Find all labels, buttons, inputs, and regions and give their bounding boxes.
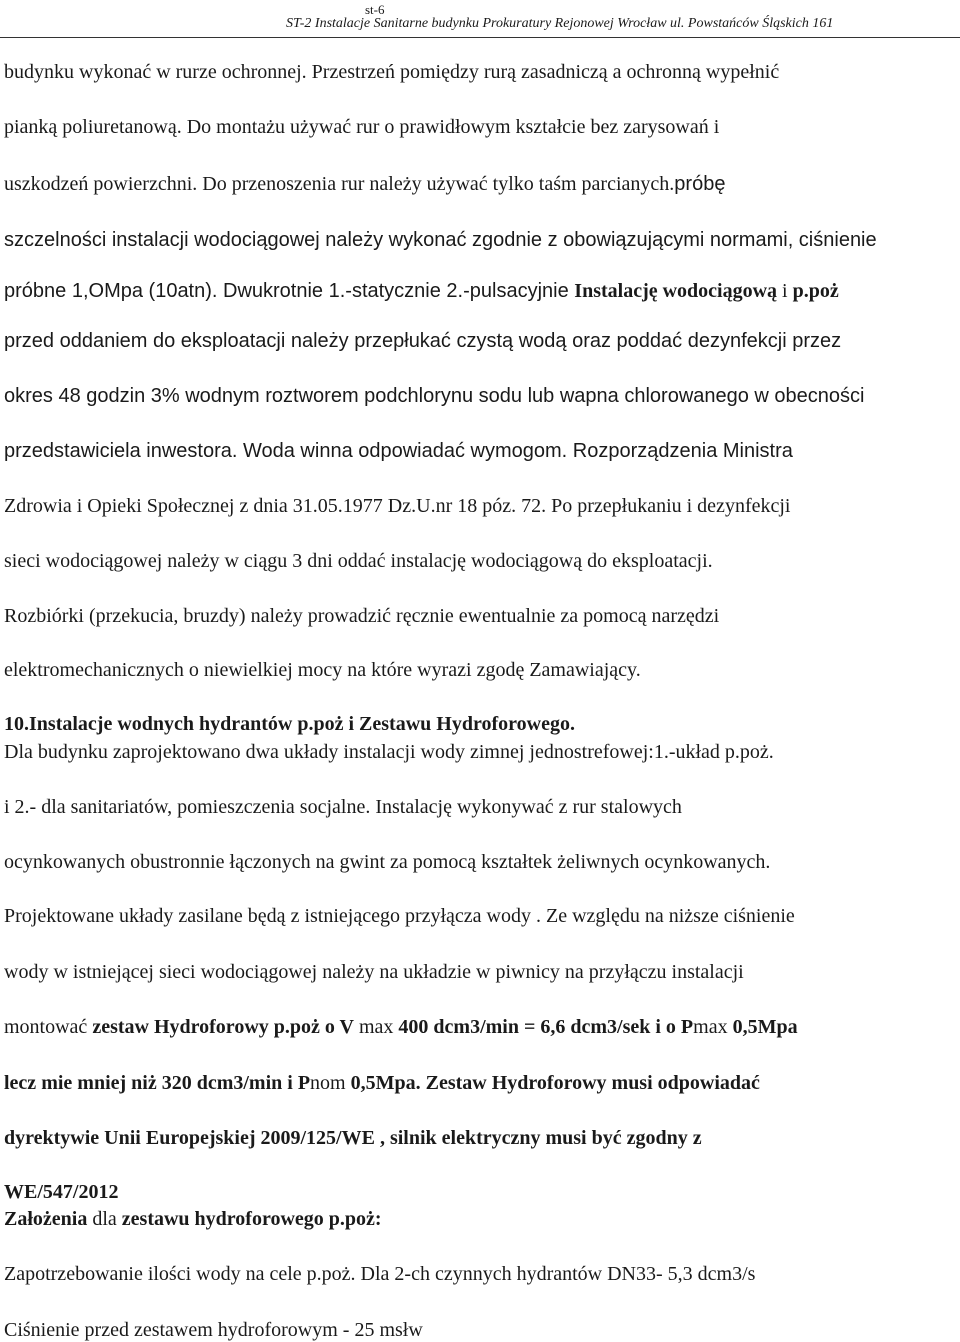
body-line [4, 1182, 118, 1202]
text-run: uszkodzeń powierzchni. Do przenoszenia rur należy używać tylko taśm parcianych. [4, 173, 675, 195]
text-run: i 2.- dla sanitariatów, pomieszczenia socjalne. Instalację wykonywać z rur stalowych [4, 796, 682, 818]
bold-text: zestaw Hydroforowy p.poż o V [92, 1016, 354, 1038]
body-line [4, 1209, 382, 1229]
body-line [4, 1073, 760, 1093]
text-run: Zdrowia i Opieki Społecznej z dnia 31.05.1977 Dz.U.nr 18 póz. 72. Po przepłukaniu i dezynfekcji [4, 495, 791, 517]
body-line [4, 852, 770, 872]
text-run: sieci wodociągowej należy w ciągu 3 dni oddać instalację wodociągową do eksploatacji. [4, 550, 713, 572]
bold-text: WE/547/2012 [4, 1181, 119, 1203]
body-line [4, 174, 725, 194]
body-line [4, 117, 719, 137]
text-run: szczelności instalacji wodociągowej należy wykonać zgodnie z obowiązującymi normami, ciśnienie [4, 229, 877, 251]
text-run: max [353, 1016, 399, 1038]
body-line [4, 1264, 755, 1284]
bold-text: 0,5Mpa. Zestaw Hydroforowy musi odpowiadać [350, 1072, 760, 1094]
text-run: nom [310, 1072, 351, 1094]
bold-text: lecz mie mniej niż 320 dcm3/min i P [4, 1072, 311, 1094]
text-run: Rozbiórki (przekucia, bruzdy) należy prowadzić ręcznie ewentualnie za pomocą narzędzi [4, 605, 720, 627]
body-line [4, 797, 682, 817]
text-run: przedstawiciela inwestora. Woda winna odpowiadać wymogom. Rozporządzenia Ministra [4, 440, 793, 462]
text-run: Ciśnienie przed zestawem hydroforowym - 25 msłw [4, 1319, 423, 1341]
text-run: Projektowane układy zasilane będą z istniejącego przyłącza wody . Ze względu na niższe ciśnienie [4, 905, 795, 927]
body-line [4, 962, 744, 982]
body-line [4, 62, 779, 82]
bold-text: 0,5Mpa [732, 1016, 798, 1038]
bold-text: p.poż [792, 280, 839, 302]
text-run: Zapotrzebowanie ilości wody na cele p.poż. Dla 2-ch czynnych hydrantów DN33- 5,3 dcm3/s [4, 1263, 756, 1285]
text-run: pianką poliuretanową. Do montażu używać rur o prawidłowym kształcie bez zarysowań i [4, 116, 720, 138]
body-line [4, 1320, 423, 1340]
body-line [4, 714, 575, 734]
bold-text: dyrektywie Unii Europejskiej 2009/125/WE , silnik elektryczny musi być zgodny z [4, 1127, 702, 1149]
bold-text: 10.Instalacje wodnych hydrantów p.poż i Zestawu Hydroforowego. [4, 713, 575, 735]
text-run: próbę [674, 173, 726, 195]
bold-text: Instalację wodociągową [574, 280, 778, 302]
bold-text: zestawu hydroforowego p.poż: [121, 1208, 382, 1230]
body-line [4, 281, 839, 301]
text-run: budynku wykonać w rurze ochronnej. Przestrzeń pomiędzy rurą zasadniczą a ochronną wypełnić [4, 61, 780, 83]
body-line [4, 1128, 702, 1148]
body-line [4, 906, 795, 926]
body-line [4, 496, 790, 516]
text-run: Dla budynku zaprojektowano dwa układy instalacji wody zimnej jednostrefowej:1.-układ p.poż. [4, 741, 774, 763]
body-line [4, 551, 713, 571]
bold-text: Założenia [4, 1208, 88, 1230]
text-run: okres 48 godzin 3% wodnym roztworem podchlorynu sodu lub wapna chlorowanego w obecności [4, 385, 865, 407]
text-run: dla [87, 1208, 122, 1230]
bold-text: 400 dcm3/min = 6,6 dcm3/sek i o P [398, 1016, 694, 1038]
text-run: próbne 1,OMpa (10atn). Dwukrotnie 1.-statycznie 2.-pulsacyjnie [4, 280, 575, 302]
text-run: przed oddaniem do eksploatacji należy przepłukać czystą wodą oraz poddać dezynfekcji przez [4, 330, 842, 352]
text-run: i [777, 280, 793, 302]
body-line [4, 386, 865, 406]
header-code: st-6 [365, 2, 385, 17]
body-line [4, 230, 877, 250]
body-line [4, 331, 841, 351]
text-run: max [693, 1016, 733, 1038]
header-title: ST-2 Instalacje Sanitarne budynku Prokuratury Rejonowej Wrocław ul. Powstańców Śląskich 161 [286, 16, 834, 31]
body-line [4, 1017, 798, 1037]
text-run: wody w istniejącej sieci wodociągowej należy na układzie w piwnicy na przyłączu instalacji [4, 961, 744, 983]
text-run: elektromechanicznych o niewielkiej mocy na które wyrazi zgodę Zamawiający. [4, 659, 641, 681]
body-line [4, 660, 641, 680]
body-line [4, 742, 774, 762]
body-line [4, 606, 719, 626]
text-run: montować [4, 1016, 93, 1038]
text-run: ocynkowanych obustronnie łączonych na gwint za pomocą kształtek żeliwnych ocynkowanych. [4, 851, 771, 873]
body-line [4, 441, 793, 461]
header-divider [0, 37, 960, 38]
